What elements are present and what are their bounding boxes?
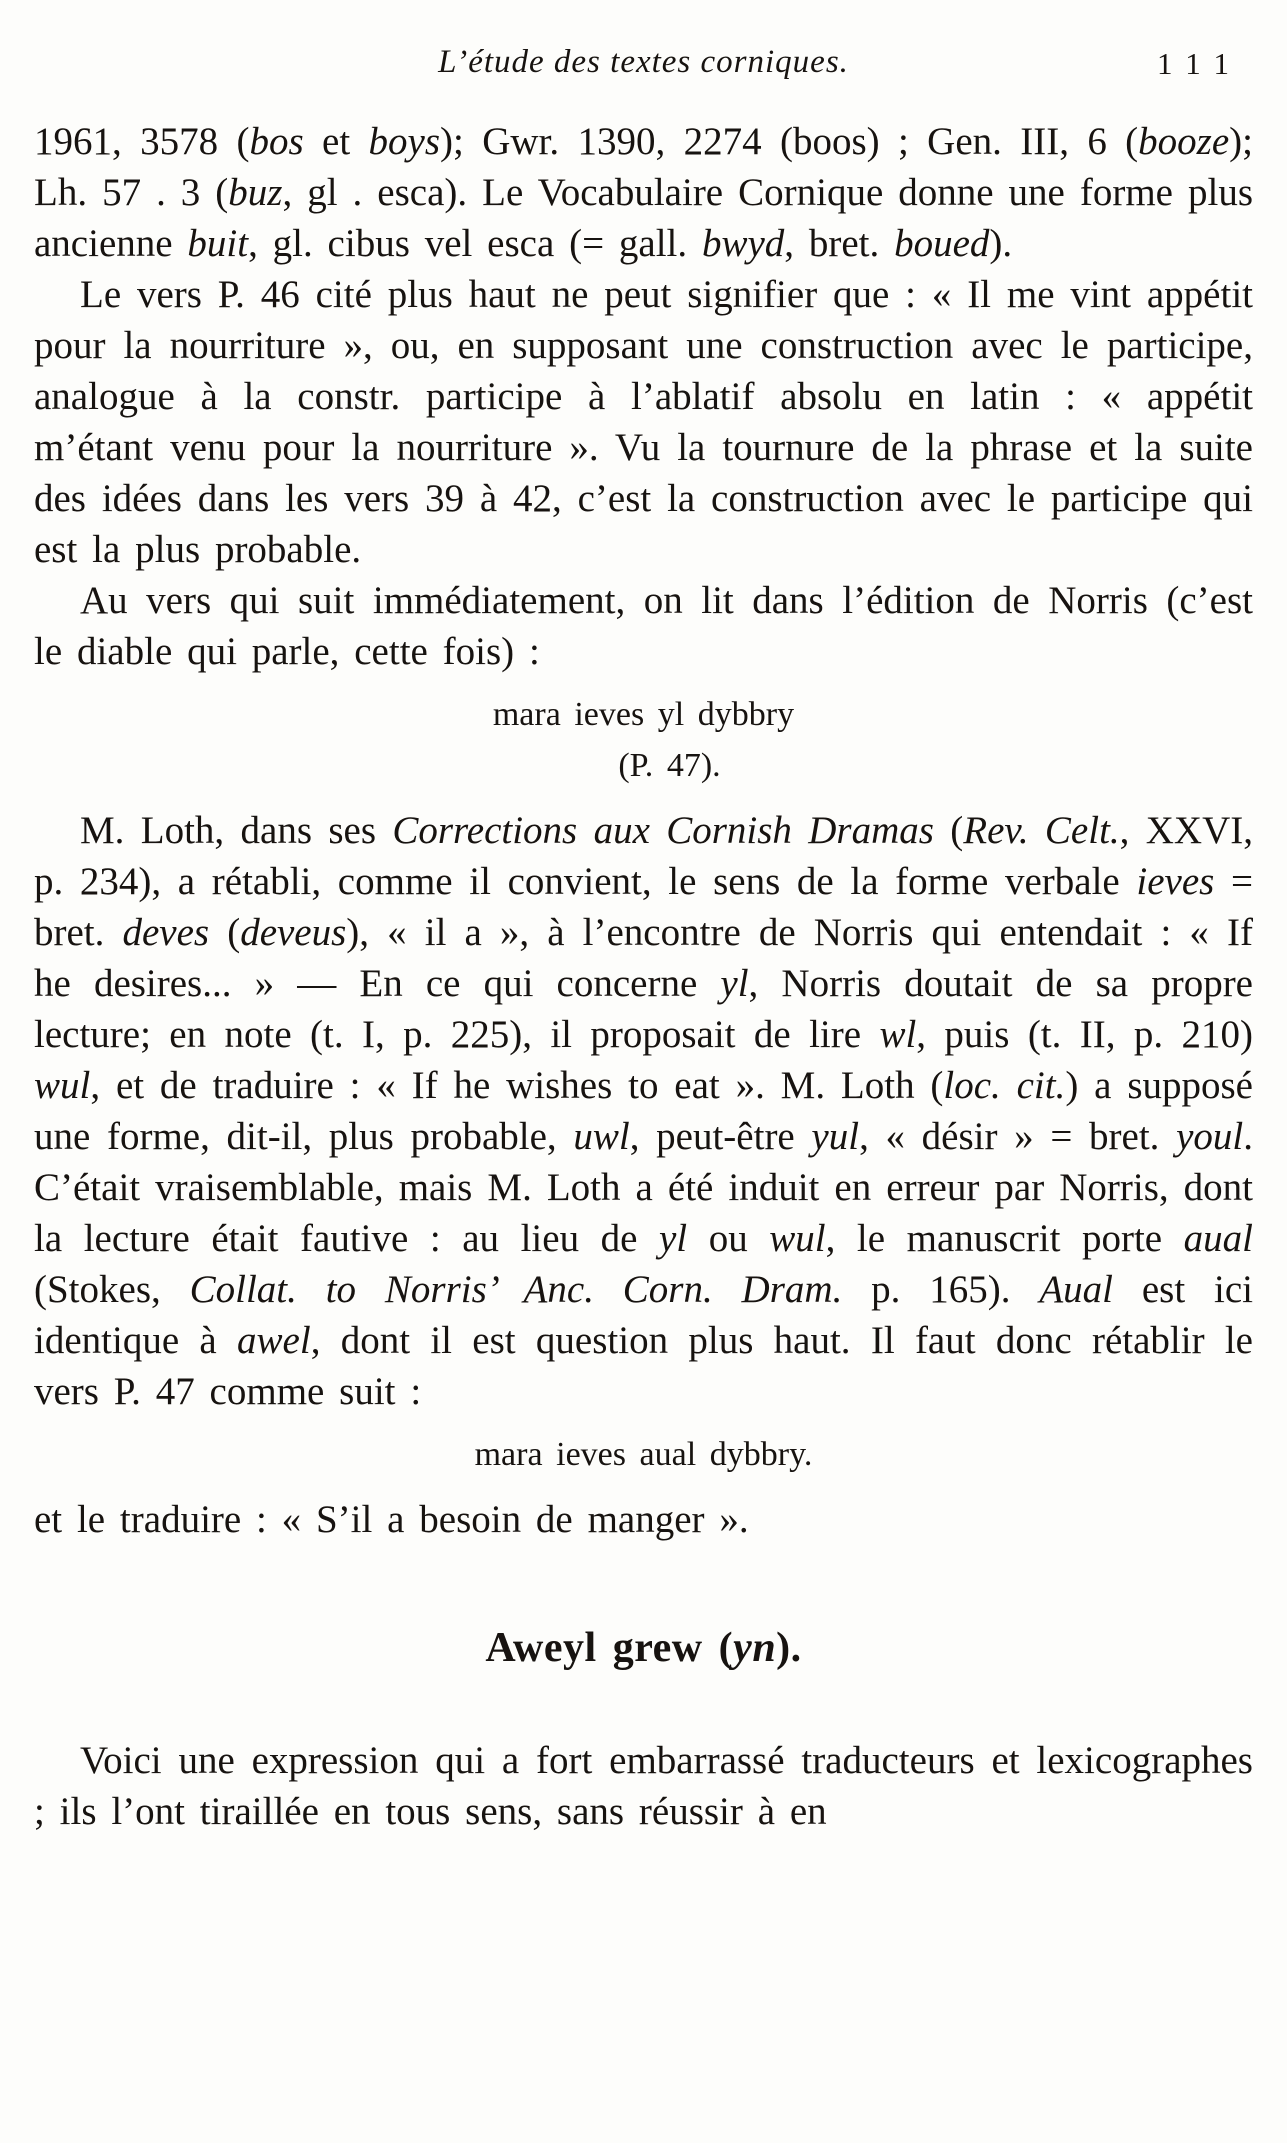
text-run: loc. cit. [943, 1064, 1066, 1107]
paragraph [34, 805, 1253, 1417]
text-run: = bret. [34, 860, 1253, 954]
text-run: . C’était vraisemblable, mais M. Loth a été induit en erreur par Norris, dont la lecture était fautive : au lieu de [34, 1115, 1253, 1260]
paragraph [34, 575, 1253, 677]
text-run: , dont il est question plus haut. Il faut donc rétablir le vers P. 47 comme suit : [34, 1319, 1253, 1413]
text-run: , peut-être [629, 1115, 812, 1158]
text-run: yul [811, 1115, 860, 1158]
text-run: Au vers qui suit immédiatement, on lit dans l’édition de Norris (c’est le diable qui parle, cette fois) : [34, 579, 1253, 673]
text-run: ( [933, 809, 964, 852]
text-run: ). [776, 1625, 802, 1671]
text-run: wl [879, 1013, 917, 1056]
text-run: p. 165). [842, 1268, 1040, 1311]
text-run: Aweyl grew ( [485, 1625, 734, 1671]
text-run: est ici identique à [34, 1268, 1253, 1362]
text-run: , gl. cibus vel esca (= gall. [248, 222, 702, 265]
section-heading [34, 1623, 1253, 1673]
verse-line [34, 1429, 1253, 1480]
text-run: , puis (t. II, p. 210) [916, 1013, 1253, 1056]
running-title: L’étude des textes corniques. [438, 44, 849, 80]
text-run: awel [237, 1319, 311, 1362]
text-run: M. Loth, dans ses [80, 809, 393, 852]
text-run: boys [368, 120, 441, 163]
text-run: deveus [240, 911, 347, 954]
text-run: mara ieves yl dybbry [492, 696, 795, 733]
text-run: , bret. [784, 222, 895, 265]
text-run: (P. 47). [618, 747, 721, 784]
text-run: yl [720, 962, 749, 1005]
text-run: Le vers P. 46 cité plus haut ne peut signifier que : « Il me vint appétit pour la nourriture », ou, en supposant une construction avec le participe, analogue à la constr. participe à l’ablatif absolu en latin : « appétit m’étant venu pour la nourriture ». Vu la tournure de la phrase et la suite des idées dans les vers 39 à 42, c’est la construction avec le participe qui est la plus probable. [34, 273, 1253, 571]
text-run: , Norris doutait de sa propre lecture; en note (t. I, p. 225), il proposait de lire [34, 962, 1253, 1056]
paragraph [34, 1735, 1253, 1837]
text-run: , gl . esca). Le Vocabulaire Cornique donne une forme plus ancienne [34, 171, 1253, 265]
text-run: aual [1183, 1217, 1253, 1260]
text-run: et [303, 120, 369, 163]
paragraph [34, 1494, 1253, 1545]
text-run: mara ieves aual dybbry. [474, 1436, 813, 1473]
text-run: ieves [1136, 860, 1215, 903]
text-run: Rev. Celt. [963, 809, 1120, 852]
page-header [34, 44, 1253, 92]
text-run: uwl [573, 1115, 630, 1158]
paragraph [34, 269, 1253, 575]
verse-line [34, 689, 1253, 740]
text-run: Corrections aux Cornish Dramas [392, 809, 934, 852]
text-run: buz [228, 171, 283, 214]
page-number: 111 [1156, 46, 1243, 81]
text-run: , XXVI, p. 234), a rétabli, comme il convient, le sens de la forme verbale [34, 809, 1253, 903]
text-run: youl [1176, 1115, 1244, 1158]
text-run: wul [34, 1064, 91, 1107]
text-run: ). [989, 222, 1013, 265]
text-run: ); Lh. 57 . 3 ( [34, 120, 1253, 214]
text-run: yl [659, 1217, 688, 1260]
text-run: ( [209, 911, 241, 954]
text-run: deves [122, 911, 210, 954]
text-run: wul [769, 1217, 826, 1260]
text-run: booze [1138, 120, 1230, 163]
paragraph [34, 116, 1253, 269]
text-run: , et de traduire : « If he wishes to eat ». M. Loth ( [90, 1064, 944, 1107]
text-run: yn [733, 1625, 777, 1671]
text-run: ) a supposé une forme, dit-il, plus probable, [34, 1064, 1253, 1158]
text-run: Collat. to Norris’ Anc. Corn. Dram. [189, 1268, 843, 1311]
text-run: bos [249, 120, 304, 163]
text-run: (Stokes, [34, 1268, 190, 1311]
text-run: Voici une expression qui a fort embarrassé traducteurs et lexicographes ; ils l’ont tiraillée en tous sens, sans réussir à en [34, 1739, 1253, 1833]
text-run: boued [894, 222, 990, 265]
verse [34, 689, 1253, 791]
text-run: , le manuscrit porte [825, 1217, 1184, 1260]
text-run: ou [687, 1217, 770, 1260]
page-body [34, 116, 1253, 1837]
text-run: , « désir » = bret. [859, 1115, 1177, 1158]
text-run: et le traduire : « S’il a besoin de manger ». [34, 1498, 749, 1541]
verse-line [60, 740, 1279, 791]
text-run: Aual [1039, 1268, 1114, 1311]
text-run: ); Gwr. 1390, 2274 (boos) ; Gen. III, 6 ( [440, 120, 1139, 163]
text-run: 1961, 3578 ( [34, 120, 250, 163]
verse [34, 1429, 1253, 1480]
text-run: ), « il a », à l’encontre de Norris qui entendait : « If he desires... » — En ce qui concerne [34, 911, 1253, 1005]
text-run: buit [187, 222, 249, 265]
text-run: bwyd [701, 222, 785, 265]
